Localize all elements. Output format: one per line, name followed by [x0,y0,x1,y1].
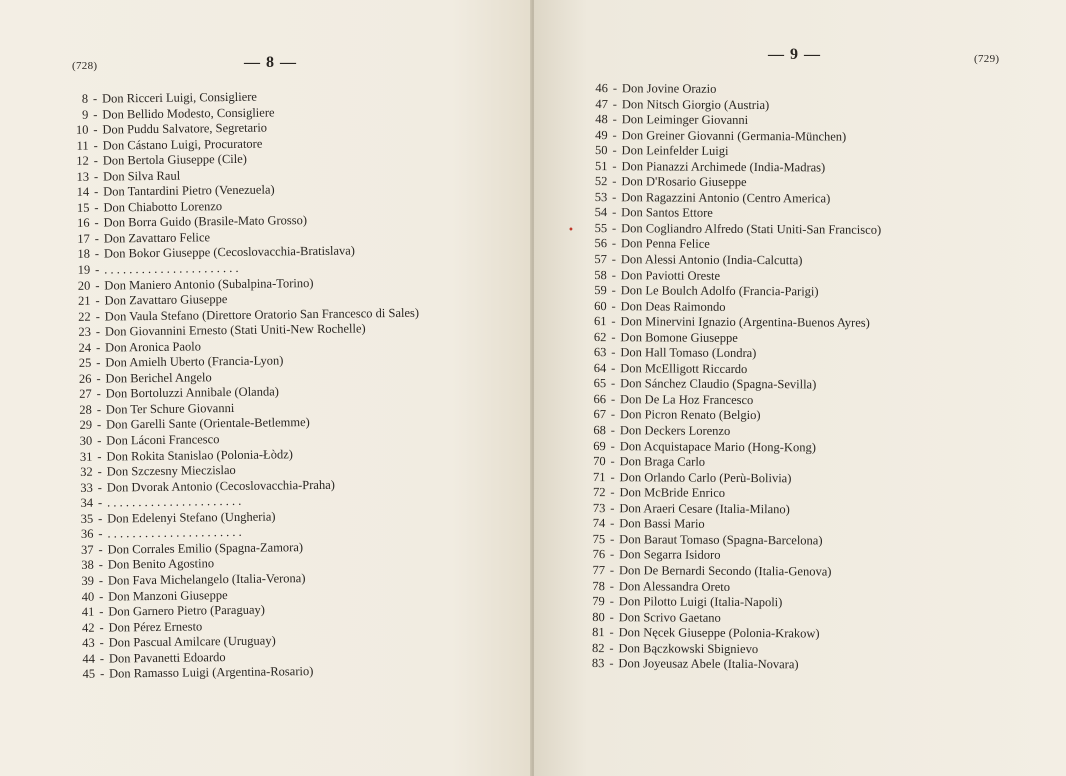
entry-number: 74 [592,516,606,531]
list-item [585,299,881,316]
entry-separator: - [96,386,101,402]
left-page [0,0,532,776]
entry-number: 69 [593,438,606,453]
list-item [582,656,878,673]
entry-separator: - [612,81,618,96]
entry-number: 12 [76,153,89,169]
entry-separator: - [94,215,99,231]
entry-separator: - [99,635,104,650]
entry-separator: - [95,293,100,308]
list-item [584,361,880,378]
entry-separator: - [610,485,615,500]
entry-name: Don Pianazzi Archimede (India-Madras) [621,158,826,175]
list-item [585,236,881,253]
entry-name: Don Leiminger Giovanni [621,112,749,128]
entry-separator: - [612,189,617,205]
entry-separator: - [95,278,100,293]
entry-number: 53 [594,189,608,204]
entry-number: 70 [593,454,606,469]
entry-separator: - [609,609,614,624]
list-item [73,663,423,683]
entry-name: Don Araeri Cesare (Italia-Milano) [619,500,790,517]
entry-name: Don Bertola Giuseppe (Cile) [102,151,247,168]
entry-separator: - [97,464,102,479]
entry-name: Don Braga Carlo [619,454,706,469]
entry-separator: - [99,620,104,635]
entry-name: Don Pavanetti Edoardo [108,649,226,666]
entry-name: Don Picron Renato (Belgio) [619,407,761,423]
entry-name: Don Nitsch Giorgio (Austria) [621,96,770,112]
entry-name: Don Fava Michelangelo (Italia-Verona) [107,571,306,588]
entry-separator: - [610,438,615,453]
list-item [583,547,879,564]
entry-separator: - [610,516,615,531]
entry-name: Don Ter Schure Giovanni [105,400,235,417]
list-item [585,221,881,238]
list-item [585,205,881,222]
entry-number: 77 [592,563,606,578]
entry-name: Don Deckers Lorenzo [619,423,731,438]
entry-number: 31 [79,449,93,464]
entry-name: Don Ragazzini Antonio (Centro America) [621,190,831,206]
entry-name: Don Rokita Stanislao (Polonia-Łòdz) [106,446,293,464]
entry-separator: - [612,112,617,127]
entry-name: Don Giovannini Ernesto (Stati Uniti-New Rochelle) [104,321,366,339]
entry-separator: - [611,221,617,236]
list-item [583,532,879,549]
entry-name: Don Bączkowski Sbignievo [618,640,759,656]
page-reference: (729) [974,53,1000,65]
list-item [583,594,879,611]
entry-separator: - [94,231,99,246]
entry-number: 37 [81,542,94,557]
entry-number: 52 [594,174,608,189]
entry-number: 51 [594,158,608,173]
entry-separator: - [96,402,102,417]
entry-name: Don D'Rosario Giuseppe [621,174,747,190]
list-item [584,345,880,362]
entry-separator: - [612,174,617,189]
entry-separator: - [609,547,615,562]
entry-number: 22 [78,309,91,324]
entry-name: . . . . . . . . . . . . . . . . . . . . . . [106,494,242,510]
entry-separator: - [611,236,617,251]
list-item [586,97,882,114]
entry-name: Don Szczesny Mieczislao [106,463,236,479]
entry-separator: - [95,324,101,339]
entry-number: 60 [594,298,607,313]
entry-name: Don Hall Tomaso (Londra) [620,345,757,361]
entry-separator: - [96,418,102,433]
entry-number: 28 [79,402,92,417]
entry-name: Don Tantardini Pietro (Venezuela) [103,182,275,199]
entry-name: Don Deas Raimondo [620,298,726,314]
entry-name: Don Benito Agostino [107,556,215,572]
entry-name: Don Láconi Francesco [106,432,220,448]
entry-separator: - [612,205,617,220]
list-item [585,159,881,176]
entry-separator: - [98,589,104,604]
entry-number: 58 [594,267,607,282]
entry-name: Don Bortoluzzi Annibale (Olanda) [105,384,279,401]
list-item [583,563,879,580]
entry-number: 30 [79,433,93,448]
entry-separator: - [99,604,104,619]
entry-separator: - [609,640,614,655]
entry-separator: - [94,200,99,215]
entry-separator: - [97,495,103,510]
member-list [582,81,882,674]
entry-number: 15 [76,200,90,215]
entry-number: 49 [595,127,608,142]
entry-name: Don Joyeusaz Abele (Italia-Novara) [618,656,799,672]
entry-separator: - [609,563,615,578]
entry-number: 10 [75,122,89,137]
entry-separator: - [612,96,617,111]
entry-number: 43 [82,635,95,650]
entry-separator: - [93,122,98,137]
entry-name: Don Alessandra Oreto [618,578,731,594]
right-page [534,0,1066,776]
entry-name: Don Baraut Tomaso (Spagna-Barcelona) [619,532,823,548]
entry-number: 78 [592,578,605,593]
entry-separator: - [97,480,102,495]
entry-number: 81 [592,625,605,640]
entry-name: Don Borra Guido (Brasile-Mato Grosso) [103,213,308,230]
entry-separator: - [94,184,99,199]
entry-separator: - [609,594,614,609]
entry-separator: - [611,329,616,344]
entry-name: Don Segarra Isidoro [619,547,721,563]
entry-name: Don Ricceri Luigi, Consigliere [101,89,257,106]
entry-separator: - [98,542,103,557]
entry-number: 61 [593,314,607,329]
entry-separator: - [611,361,616,376]
entry-name: Don Paviotti Oreste [620,267,721,283]
entry-number: 79 [592,594,605,609]
entry-separator: - [93,169,99,184]
list-item [584,330,880,347]
entry-number: 34 [80,495,94,511]
entry-number: 19 [77,262,91,277]
list-item [586,128,882,145]
entry-name: Don De Bernardi Secondo (Italia-Genova) [618,563,832,579]
entry-name: Don Amielh Uberto (Francia-Lyon) [105,353,284,370]
entry-number: 32 [80,464,93,479]
list-item [586,143,882,160]
entry-number: 44 [82,651,96,666]
list-item [584,454,880,471]
entry-number: 26 [78,371,92,386]
entry-separator: - [93,153,99,168]
entry-name: Don Chiabotto Lorenzo [103,198,223,215]
entry-name: Don Vaula Stefano (Direttore Oratorio San Francesco di Sales) [104,305,420,324]
entry-separator: - [98,573,104,588]
entry-separator: - [612,143,617,158]
list-item [586,81,882,98]
list-item [583,625,879,642]
entry-number: 17 [77,231,90,246]
entry-separator: - [611,283,616,298]
entry-name: Don Pilotto Luigi (Italia-Napoli) [618,594,783,610]
entry-separator: - [609,625,614,640]
entry-name: Don Silva Raul [102,168,181,184]
entry-separator: - [93,107,98,122]
entry-number: 45 [82,666,96,682]
list-item [584,423,880,440]
entry-number: 62 [593,329,607,344]
entry-number: 33 [80,480,93,495]
entry-number: 63 [593,345,607,360]
entry-number: 67 [593,407,607,422]
entry-separator: - [610,469,615,484]
entry-number: 66 [593,391,607,407]
entry-number: 57 [594,252,607,267]
entry-name: Don Scrivo Gaetano [618,609,721,625]
entry-name: Don Orlando Carlo (Perù-Bolivia) [619,469,792,485]
entry-separator: - [97,433,102,448]
entry-name: Don Jovine Orazio [621,81,717,96]
entry-name: Don Manzoni Giuseppe [108,587,228,604]
entry-separator: - [99,666,105,681]
list-item [585,283,881,300]
entry-number: 23 [78,324,92,340]
list-item [585,268,881,285]
entry-number: 48 [595,112,608,127]
list-item [584,314,880,331]
entry-number: 80 [592,609,605,624]
entry-number: 16 [77,216,90,231]
entry-name: Don De La Hoz Francesco [620,392,754,407]
list-item [584,439,880,456]
entry-separator: - [94,247,100,262]
entry-separator: - [610,407,616,422]
entry-name: Don Dvorak Antonio (Cecoslovacchia-Praha) [106,477,335,495]
page-number: — 8 — [244,54,297,71]
entry-name: Don Bomone Giuseppe [620,329,738,345]
entry-name: Don Cástano Luigi, Procuratore [102,136,263,153]
entry-number: 71 [593,469,606,484]
entry-number: 83 [591,656,605,671]
entry-name: Don McElligott Riccardo [620,361,748,376]
entry-number: 76 [592,547,606,562]
entry-separator: - [611,314,616,329]
list-item [582,641,878,658]
margin-mark-icon: • [568,225,574,236]
entry-name: Don Acquistapace Mario (Hong-Kong) [619,438,816,454]
entry-name: Don Santos Ettore [621,205,713,221]
entry-number: 21 [77,293,91,308]
entry-name: Don Pascual Amilcare (Uruguay) [108,633,276,650]
entry-name: Don Zavattaro Giuseppe [104,292,228,308]
entry-number: 35 [80,511,94,526]
entry-name: Don Corrales Emilio (Spagna-Zamora) [107,539,304,557]
list-item [584,407,880,424]
entry-number: 46 [595,81,608,96]
entry-separator: - [609,578,615,593]
entry-separator: - [609,656,614,671]
entry-number: 50 [595,143,608,158]
entry-number: 29 [79,418,93,433]
list-item [586,112,882,129]
entry-number: 55 [594,220,608,236]
entry-name: Don Ramasso Luigi (Argentina-Rosario) [109,664,314,681]
entry-separator: - [610,532,615,547]
entry-name: Don Alessi Antonio (India-Calcutta) [620,252,803,268]
entry-name: Don Berichel Angelo [105,370,212,386]
entry-number: 54 [594,205,608,220]
entry-number: 8 [81,91,89,106]
entry-number: 42 [81,620,95,635]
entry-name: Don Bassi Mario [619,516,705,532]
entry-number: 11 [76,138,89,153]
list-item [584,392,880,409]
entry-name: Don Sánchez Claudio (Spagna-Sevilla) [620,376,817,392]
entry-separator: - [612,127,617,142]
entry-number: 38 [81,558,94,573]
entry-number: 59 [594,283,607,298]
entry-separator: - [98,526,103,541]
entry-number: 39 [81,573,95,588]
entry-separator: - [92,91,98,106]
list-item [585,252,881,269]
entry-separator: - [611,345,616,360]
entry-number: 47 [595,96,608,111]
entry-separator: - [96,371,101,386]
entry-number: 20 [77,278,91,293]
entry-number: 65 [593,376,607,391]
entry-name: Don Minervini Ignazio (Argentina-Buenos Ayres) [620,314,870,330]
entry-name: . . . . . . . . . . . . . . . . . . . . . . [104,260,239,277]
list-item [583,578,879,595]
entry-name: Don Aronica Paolo [105,339,202,355]
entry-number: 13 [76,169,90,184]
entry-name: Don Leinfelder Luigi [621,143,729,159]
entry-number: 73 [592,500,606,515]
entry-number: 82 [591,640,605,655]
entry-separator: - [610,454,615,469]
entry-number: 14 [76,185,90,200]
list-item [584,470,880,487]
entry-separator: - [96,355,101,370]
entry-number: 9 [81,107,89,122]
list-item [584,376,880,393]
entry-number: 25 [78,356,92,371]
entry-name: Don Bellido Modesto, Consigliere [102,105,275,122]
entry-separator: - [610,392,616,407]
entry-name: Don Cogliandro Alfredo (Stati Uniti-San Francisco) [621,221,882,237]
page-reference: (728) [72,60,98,72]
list-item [583,501,879,518]
entry-separator: - [93,138,98,153]
entry-number: 27 [79,387,92,402]
entry-separator: - [97,449,102,464]
entry-number: 36 [80,527,94,542]
entry-separator: - [95,309,100,324]
entry-name: . . . . . . . . . . . . . . . . . . . . . . [107,525,242,541]
list-item [583,610,879,627]
entry-number: 72 [592,485,606,500]
entry-separator: - [98,557,103,573]
entry-separator: - [98,511,103,526]
list-item [585,190,881,207]
entry-number: 24 [78,340,92,355]
entry-separator: - [611,252,617,267]
entry-separator: - [95,340,101,355]
entry-name: Don Maniero Antonio (Subalpina-Torino) [104,275,314,293]
entry-separator: - [94,262,100,277]
entry-name: Don Bokor Giuseppe (Cecoslovacchia-Bratislava) [103,243,356,262]
list-item [583,516,879,533]
entry-separator: - [611,376,616,391]
list-item [585,174,881,191]
list-item [583,485,879,502]
entry-name: Don McBride Enrico [619,485,726,501]
page-number: — 9 — [768,46,821,63]
entry-name: Don Penna Felice [620,236,710,252]
entry-number: 68 [593,423,606,438]
member-list [66,88,423,683]
entry-name: Don Zavattaro Felice [103,230,211,246]
entry-separator: - [610,500,615,515]
entry-separator: - [611,267,616,282]
entry-number: 75 [592,531,606,546]
entry-number: 64 [593,360,607,375]
entry-number: 41 [81,604,95,619]
entry-number: 40 [81,589,95,604]
entry-separator: - [99,651,105,666]
entry-separator: - [612,158,617,173]
entry-name: Don Nęcek Giuseppe (Polonia-Krakow) [618,625,820,641]
entry-name: Don Pérez Ernesto [108,618,203,635]
entry-name: Don Puddu Salvatore, Segretario [102,120,268,137]
entry-number: 18 [77,247,91,262]
entry-name: Don Greiner Giovanni (Germania-München) [621,127,847,144]
entry-number: 56 [594,236,608,251]
entry-name: Don Garnero Pietro (Paraguay) [108,602,265,619]
entry-name: Don Le Boulch Adolfo (Francia-Parigi) [620,283,819,299]
entry-separator: - [611,298,616,313]
entry-name: Don Edelenyi Stefano (Ungheria) [107,509,276,526]
entry-name: Don Garelli Sante (Orientale-Betlemme) [105,415,310,433]
entry-separator: - [610,423,615,438]
